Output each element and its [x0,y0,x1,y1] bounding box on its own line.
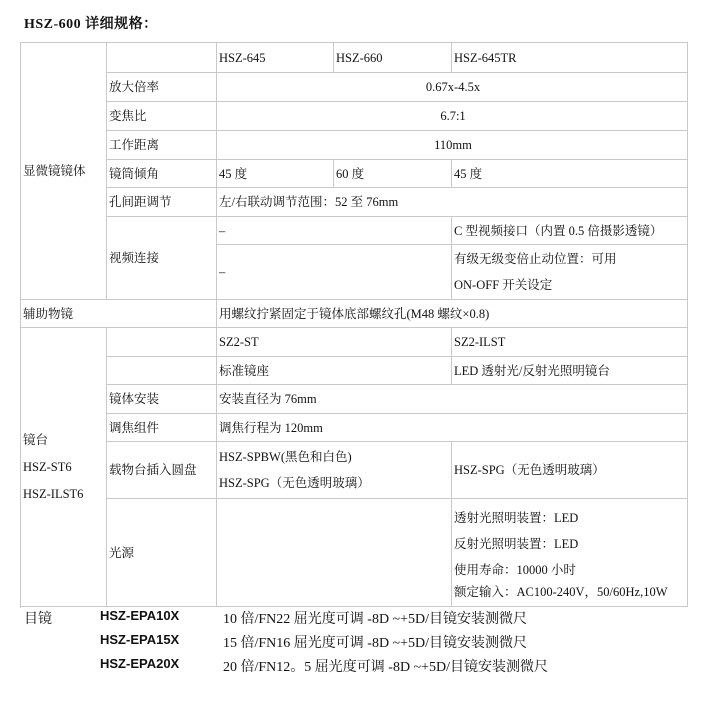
row-label: 镜体安装 [107,385,217,414]
group-label-line: HSZ-ST6 [23,459,72,474]
eyepiece-spec: 15 倍/FN16 屈光度可调 -8D ~+5D/目镜安装测微尺 [223,636,528,651]
row-value: 0.67x-4.5x [217,73,688,102]
group-label-line: HSZ-ILST6 [23,486,84,501]
row-value: HSZ-SPG（无色透明玻璃） [452,442,688,499]
table-row [21,300,688,328]
table-row [21,442,688,499]
table-row [21,217,688,245]
group-label-stand [21,328,107,607]
table-row [21,499,688,607]
row-label: 孔间距调节 [107,188,217,217]
row-value-line: 使用寿命：10000 小时 [454,562,576,577]
eyepiece-model: HSZ-EPA20X [100,656,180,671]
row-label: 放大倍率 [107,73,217,102]
blank-cell [217,499,452,607]
table-row [21,385,688,414]
row-value: 45 度 [217,160,334,188]
row-value: 标准镜座 [217,357,452,385]
table-row [21,160,688,188]
group-label-microscope: 显微镜镜体 [21,43,107,300]
row-value-line: ON-OFF 开关设定 [454,278,553,292]
model-cell: SZ2-ILST [452,328,688,357]
group-label-line: 镜台 [23,432,49,447]
row-value: C 型视频接口（内置 0.5 倍摄影透镜） [452,217,688,245]
row-value: 调焦行程为 120mm [217,414,688,442]
row-value-line: HSZ-SPBW(黑色和白色) [219,450,352,464]
table-row [21,414,688,442]
model-cell: SZ2-ST [217,328,452,357]
row-value [452,245,688,300]
row-label: 辅助物镜 [21,300,217,328]
row-label: 变焦比 [107,102,217,131]
blank-cell [107,357,217,385]
model-cell: HSZ-645TR [452,43,688,73]
eyepiece-spec: 10 倍/FN22 屈光度可调 -8D ~+5D/目镜安装测微尺 [223,612,528,627]
blank-cell [107,43,217,73]
row-label: 调焦组件 [107,414,217,442]
row-value: 安装直径为 76mm [217,385,688,414]
row-value: 左/右联动调节范围：52 至 76mm [217,188,688,217]
row-value: 6.7:1 [217,102,688,131]
table-row [21,357,688,385]
row-value: LED 透射光/反射光照明镜台 [452,357,688,385]
row-value: – [217,217,452,245]
row-label: 视频连接 [107,217,217,300]
row-label: 工作距离 [107,131,217,160]
blank-cell [107,328,217,357]
row-value [452,499,688,607]
row-value: 110mm [217,131,688,160]
table-row [21,328,688,357]
eyepiece-model: HSZ-EPA15X [100,632,180,647]
row-value-line: 额定输入：AC100-240V，50/60Hz,10W [454,584,668,599]
row-value-line: 透射光照明装置：LED [454,510,579,525]
eyepiece-spec: 20 倍/FN12。5 屈光度可调 -8D ~+5D/目镜安装测微尺 [223,660,549,675]
row-value: 用螺纹拧紧固定于镜体底部螺纹孔(M48 螺纹×0.8) [217,300,688,328]
row-label: 载物台插入圆盘 [107,442,217,499]
row-value-line: 反射光照明装置：LED [454,536,579,551]
row-label: 镜筒倾角 [107,160,217,188]
eyepiece-label: 目镜 [24,612,52,627]
row-value: 45 度 [452,160,688,188]
eyepiece-model: HSZ-EPA10X [100,608,180,623]
page-title: HSZ-600 详细规格： [24,17,158,32]
row-value: 60 度 [334,160,452,188]
table-row [21,43,688,73]
row-value: – [217,245,452,300]
row-label: 光源 [107,499,217,607]
table-row [21,102,688,131]
spec-table [20,42,688,607]
table-row [21,188,688,217]
table-row [21,131,688,160]
model-cell: HSZ-660 [334,43,452,73]
table-row [21,73,688,102]
row-value [217,442,452,499]
model-cell: HSZ-645 [217,43,334,73]
row-value-line: HSZ-SPG（无色透明玻璃） [219,476,370,490]
row-value-line: 有级无级变倍止动位置：可用 [454,252,617,266]
